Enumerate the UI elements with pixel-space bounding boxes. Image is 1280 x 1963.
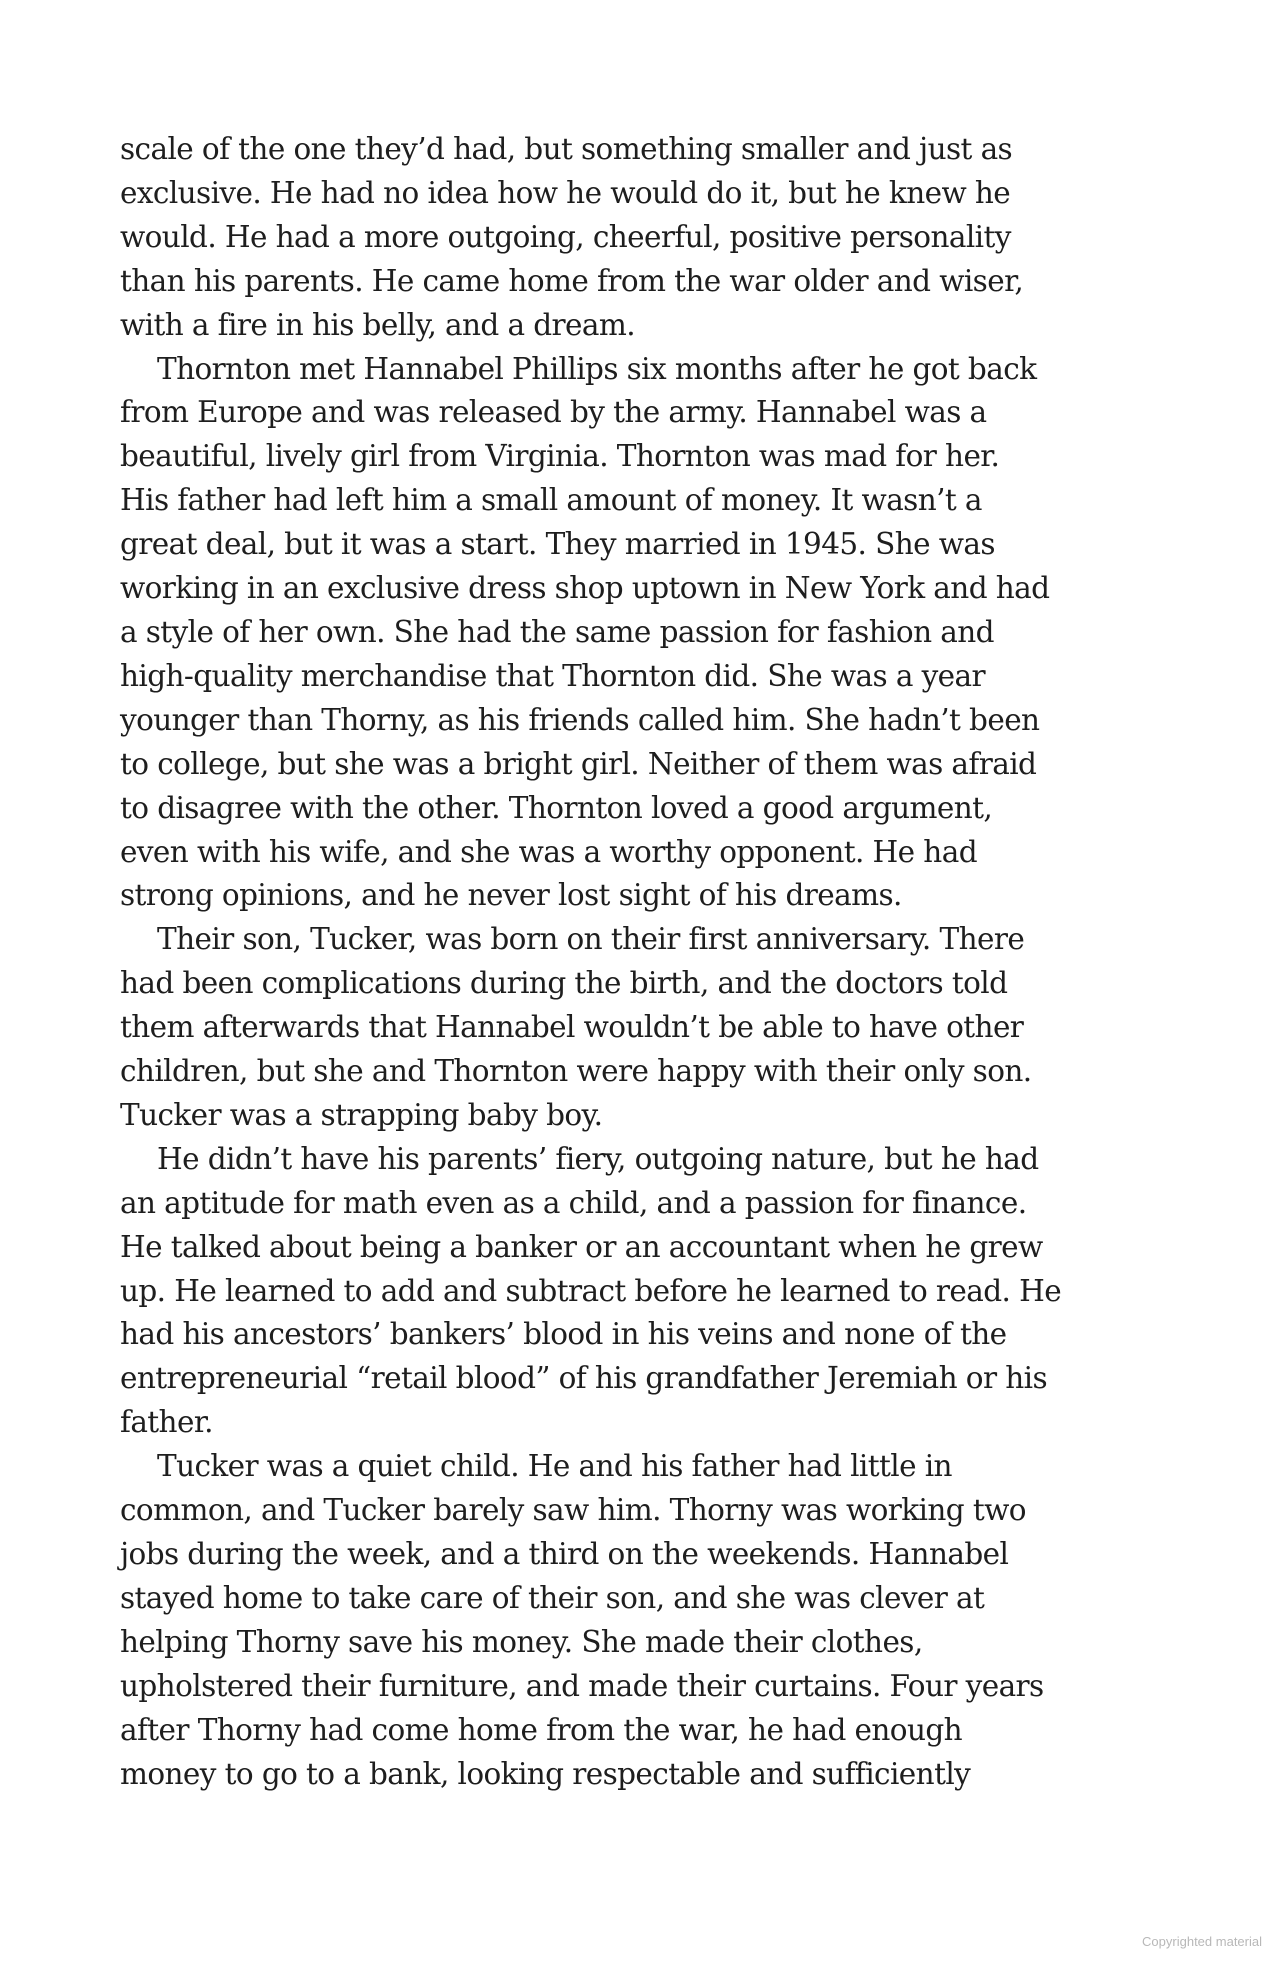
text-line: jobs during the week, and a third on the weekends. Hannabel: [120, 1537, 1009, 1571]
text-line: He talked about being a banker or an accountant when he grew: [120, 1229, 1043, 1264]
text-line: Thornton met Hannabel Phillips six months after he got back: [157, 351, 1037, 386]
paragraph: [120, 348, 1180, 919]
text-line: working in an exclusive dress shop uptown in New York and had: [120, 571, 1050, 606]
text-line: Their son, Tucker, was born on their first anniversary. There: [157, 922, 1025, 957]
text-line: from Europe and was released by the army. Hannabel was a: [120, 395, 987, 430]
text-line: scale of the one they’d had, but something smaller and just as: [120, 132, 1013, 166]
text-line: than his parents. He came home from the war older and wiser,: [120, 263, 1024, 298]
text-line: father.: [120, 1405, 213, 1440]
text-line: money to go to a bank, looking respectable and sufficiently: [120, 1756, 971, 1791]
text-line: up. He learned to add and subtract before he learned to read. He: [120, 1273, 1062, 1308]
text-line: children, but she and Thornton were happy with their only son.: [120, 1054, 1032, 1089]
text-line: upholstered their furniture, and made their curtains. Four years: [120, 1668, 1044, 1703]
paragraph: [120, 1138, 1180, 1445]
text-line: strong opinions, and he never lost sight of his dreams.: [120, 878, 902, 913]
text-line: helping Thorny save his money. She made their clothes,: [120, 1624, 923, 1659]
text-line: Tucker was a strapping baby boy.: [120, 1097, 603, 1132]
text-line: He didn’t have his parents’ fiery, outgoing nature, but he had: [157, 1141, 1039, 1176]
text-line: an aptitude for math even as a child, and a passion for finance.: [120, 1185, 1027, 1220]
text-line: to disagree with the other. Thornton loved a good argument,: [120, 790, 993, 825]
text-line: great deal, but it was a start. They married in 1945. She was: [120, 527, 995, 562]
text-line: would. He had a more outgoing, cheerful, positive personality: [120, 219, 1011, 254]
text-line: to college, but she was a bright girl. Neither of them was afraid: [120, 746, 1037, 781]
book-page-body: [120, 128, 1180, 1796]
paragraph: [120, 1445, 1180, 1796]
text-line: younger than Thorny, as his friends called him. She hadn’t been: [120, 702, 1040, 737]
text-line: had his ancestors’ bankers’ blood in his veins and none of the: [120, 1317, 1007, 1352]
text-line: common, and Tucker barely saw him. Thorny was working two: [120, 1493, 1026, 1528]
copyright-watermark: Copyrighted material: [1142, 1934, 1262, 1949]
text-line: His father had left him a small amount of money. It wasn’t a: [120, 483, 982, 518]
text-line: high-quality merchandise that Thornton did. She was a year: [120, 658, 985, 693]
text-line: exclusive. He had no idea how he would do it, but he knew he: [120, 175, 1011, 210]
text-line: them afterwards that Hannabel wouldn’t be able to have other: [120, 1010, 1024, 1045]
text-line: had been complications during the birth, and the doctors told: [120, 966, 1008, 1001]
text-line: even with his wife, and she was a worthy opponent. He had: [120, 834, 977, 869]
text-line: after Thorny had come home from the war, he had enough: [120, 1712, 963, 1747]
text-line: entrepreneurial “retail blood” of his grandfather Jeremiah or his: [120, 1361, 1048, 1396]
paragraph: [120, 128, 1180, 348]
text-line: with a fire in his belly, and a dream.: [120, 307, 636, 342]
paragraph: [120, 918, 1180, 1138]
text-line: beautiful, lively girl from Virginia. Thornton was mad for her.: [120, 439, 1000, 474]
text-line: Tucker was a quiet child. He and his father had little in: [157, 1449, 952, 1484]
text-line: stayed home to take care of their son, and she was clever at: [120, 1580, 985, 1615]
text-line: a style of her own. She had the same passion for fashion and: [120, 614, 994, 649]
